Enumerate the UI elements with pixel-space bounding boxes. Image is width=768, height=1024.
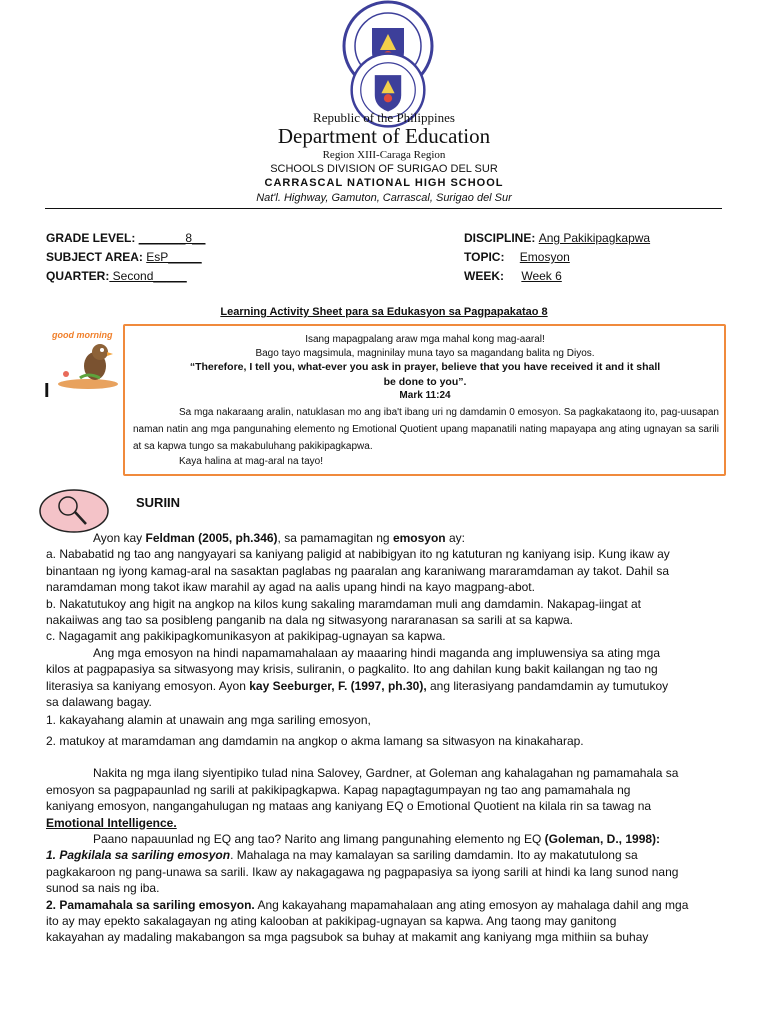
- grade-level-field: [46, 231, 205, 245]
- emotional-intelligence-term: Emotional Intelligence.: [46, 815, 177, 830]
- greeting-line: Isang mapagpalang araw mga mahal kong mag-aaral!: [305, 334, 545, 345]
- section-title-suriin: SURIIN: [136, 495, 181, 510]
- numbered-item-2: 2. matukoy at maramdaman ang damdamin na angkop o akma lamang sa sitwasyon na kinakaharap.: [46, 733, 584, 748]
- week-label: WEEK:: [464, 269, 504, 283]
- eq-paragraph-line-3: kaniyang emosyon, nangangahulugan ng mataas ang kaniyang EQ o Emotional Quotient na kilala rin sa tawag na: [46, 799, 652, 814]
- topic-label: TOPIC:: [464, 250, 505, 264]
- eq-paragraph-line-2: emosyon sa pagpapaunlad ng sarili at pakikipagkapwa. Kapag napagtagumpayan ng tao ang pamamahala ng: [46, 782, 631, 797]
- discipline-field: [464, 231, 650, 245]
- literacy-line-2: kilos at pagpapasiya sa sitwasyong may krisis, suliranin, o pagkalito. Ito ang dahilan kung bakit kailangan ng tao ng: [46, 662, 658, 677]
- invitation-line: Kaya halina at mag-aral na tayo!: [179, 456, 323, 467]
- subject-area-field: [46, 250, 202, 264]
- quarter-value: Second_____: [109, 269, 187, 283]
- good-morning-badge: good morning: [52, 330, 113, 340]
- quote-line-2: be done to you”.: [383, 376, 467, 388]
- point-c-line-1: c. Nagagamit ang pakikipagkomunikasyon at pakikipag-ugnayan sa kapwa.: [46, 629, 446, 644]
- element-2-line-3: kakayahan ay madaling makabangon sa mga pagsubok sa buhay at makamit ang kaniyang mga mithiin sa buhay: [46, 930, 649, 945]
- element-2-line-1: 2. Pamamahala sa sariling emosyon. Ang kakayahang mapamahalaan ang ating emosyon ay mahalaga dahil ang mga: [46, 897, 689, 912]
- literacy-line-4: sa dalawang bagay.: [46, 695, 152, 710]
- element-2-line-2: ito ay may epekto sakalagayan ng ating kalooban at pakikipag-ugnayan sa kapwa. Ang taong may ganitong: [46, 913, 617, 928]
- grade-level-label: GRADE LEVEL:: [46, 231, 136, 245]
- point-a-line-2: binantaan ng iyong kamag-aral na sasaktan paglabas ng paaralan ang karaniwang mararamdaman ay takot. Dahil sa: [46, 563, 670, 578]
- feldman-intro: Ayon kay Feldman (2005, ph.346), sa pamamagitan ng emosyon ay:: [93, 531, 465, 545]
- discipline-value: Ang Pakikipagkapwa: [538, 231, 651, 245]
- eq-paragraph-line-1: Nakita ng mga ilang siyentipiko tulad nina Salovey, Gardner, at Goleman ang kahalagahan ng pamamahala sa: [93, 766, 679, 781]
- numbered-item-1: 1. kakayahang alamin at unawain ang mga sariling emosyon,: [46, 713, 371, 728]
- magnifier-icon: [38, 488, 110, 534]
- eq-question-line: Paano napauunlad ng EQ ang tao? Narito ang limang pangunahing elemento ng EQ (Goleman, D., 1998):: [93, 831, 661, 846]
- quote-line-1: “Therefore, I tell you, what-ever you ask in prayer, believe that you have received it and it shall: [189, 361, 661, 373]
- department-title: Department of Education: [277, 124, 491, 148]
- week-value: Week 6: [521, 269, 562, 283]
- school-address: Nat'l. Highway, Gamuton, Carrascal, Surigao del Sur: [256, 192, 512, 204]
- week-field: [464, 269, 562, 283]
- prayer-line: Bago tayo magsimula, magninilay muna tayo sa magandang balita ng Diyos.: [255, 348, 595, 359]
- sheet-title: Learning Activity Sheet para sa Edukasyon sa Pagpapakatao 8: [220, 306, 548, 318]
- point-a-line-1: a. Nababatid ng tao ang nangyayari sa kaniyang paligid at nabibigyan ito ng katuturan ng kaniyang isip. Kung ikaw ay: [46, 547, 670, 562]
- element-1-line-2: pagkakaroon ng pang-unawa sa sarili. Ikaw ay nakagagawa ng pagpapasiya sa iyong sarili at hindi ka lang sunod nang: [46, 864, 679, 879]
- point-a-line-3: naramdaman mong takot ikaw marahil ay agad na aalis upang hindi na kayo magpang-abot.: [46, 580, 535, 595]
- division-text: SCHOOLS DIVISION OF SURIGAO DEL SUR: [270, 163, 498, 175]
- topic-field: [464, 250, 570, 264]
- discipline-label: DISCIPLINE:: [464, 231, 536, 245]
- republic-text: Republic of the Philippines: [313, 110, 455, 125]
- body-text: [46, 530, 721, 946]
- point-b-line-2: nakaiiwas ang tao sa posibleng panganib na dala ng sitwasyong nararanasan sa sarili at sa kapwa.: [46, 613, 574, 628]
- quarter-field: [46, 269, 187, 283]
- school-name: CARRASCAL NATIONAL HIGH SCHOOL: [264, 177, 504, 189]
- quarter-label: QUARTER:: [46, 269, 110, 283]
- intro-box: [123, 324, 726, 476]
- subject-area-value: EsP_____: [146, 250, 202, 264]
- verse-reference: Mark 11:24: [399, 390, 451, 401]
- subject-area-label: SUBJECT AREA:: [46, 250, 143, 264]
- literacy-line-3: literasiya sa kaniyang emosyon. Ayon kay Seeburger, F. (1997, ph.30), ang literasiyang pandamdamin ay tumutukoy: [46, 678, 669, 693]
- header-divider: [45, 208, 722, 209]
- point-b-line-1: b. Nakatutukoy ang higit na angkop na kilos kung sakaling maramdaman muli ang damdamin. Nakapag-iingat at: [46, 596, 642, 611]
- topic-value: Emosyon: [519, 250, 570, 264]
- element-1-line-3: sunod sa nais ng iba.: [46, 881, 160, 896]
- element-1-line-1: 1. Pagkilala sa sariling emosyon. Mahalaga na may kamalayan sa sariling damdamin. Ito ay makatutulong sa: [46, 848, 638, 863]
- literacy-line-1: Ang mga emosyon na hindi napamamahalaan ay maaaring hindi maganda ang impluwensiya sa ating mga: [93, 645, 661, 660]
- intro-letter: I: [44, 380, 50, 402]
- intro-paragraph: Sa mga nakaraang aralin, natuklasan mo ang iba't ibang uri ng damdamin 0 emosyon. Sa pagkakataong ito, pag-uusapan naman natin ang mga pangunahing elemento ng Emotional Quotient upang mapanatili nating mapayapa ang ating ugnayan sa sarili at sa kapwa tungo sa makabuluhang pakikipagkapwa.: [133, 407, 719, 452]
- grade-level-value: _______8__: [138, 231, 206, 245]
- region-text: Region XIII-Caraga Region: [322, 149, 446, 161]
